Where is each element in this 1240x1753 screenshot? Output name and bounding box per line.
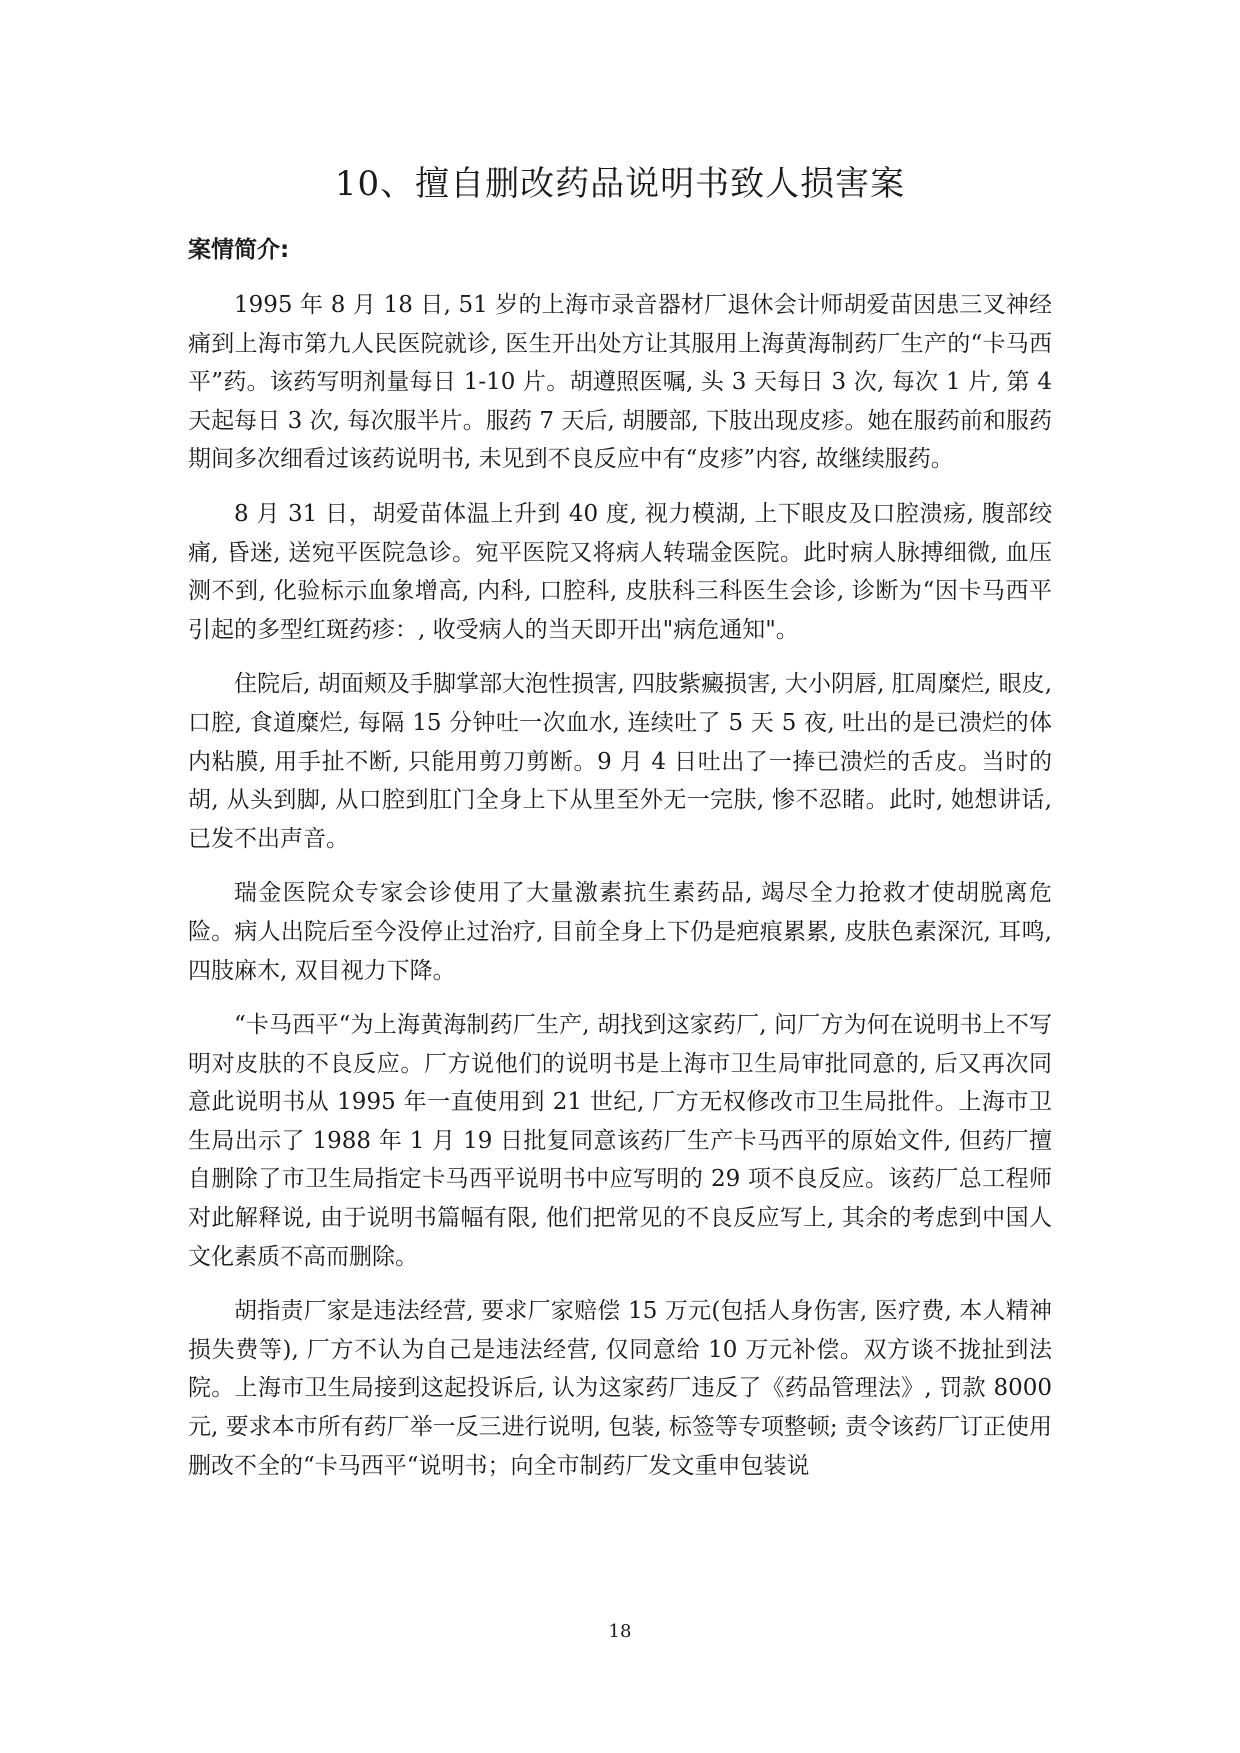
page-number: 18	[608, 1621, 632, 1642]
paragraph: 胡指责厂家是违法经营, 要求厂家赔偿 15 万元(包括人身伤害, 医疗费, 本人精神损失费等), 厂方不认为自己是违法经营, 仅同意给 10 万元补偿。双方谈不拢扯到法院。上海市卫生局接到这起投诉后, 认为这家药厂违反了《药品管理法》, 罚款 8000 元, 要求本市所有药厂举一反三进行说明, 包装, 标签等专项整顿; 责令该药厂订正使用删改不全的“卡马西平“说明书；向全市制药厂发文重申包装说	[188, 1298, 1052, 1479]
paragraph: 住院后, 胡面颊及手脚掌部大泡性损害, 四肢紫癜损害, 大小阴唇, 肛周糜烂, 眼皮, 口腔, 食道糜烂, 每隔 15 分钟吐一次血水, 连续吐了 5 天 5 夜, 吐出的是已溃烂的体内粘膜, 用手扯不断, 只能用剪刀剪断。9 月 4 日吐出了一捧已溃烂的舌皮。当时的胡, 从头到脚, 从口腔到肛门全身上下从里至外无一完肤, 惨不忍睹。此时, 她想讲话, 已发不出声音。	[188, 671, 1052, 852]
section-heading: 案情简介:	[188, 237, 290, 263]
paragraph: 1995 年 8 月 18 日, 51 岁的上海市录音器材厂退休会计师胡爱苗因患三叉神经痛到上海市第九人民医院就诊, 医生开出处方让其服用上海黄海制药厂生产的“卡马西平”药。该药写明剂量每日 1-10 片。胡遵照医嘱, 头 3 天每日 3 次, 每次 1 片, 第 4 天起每日 3 次, 每次服半片。服药 7 天后, 胡腰部, 下肢出现皮疹。她在服药前和服药期间多次细看过该药说明书, 未见到不良反应中有“皮疹”内容, 故继续服药。	[188, 292, 1052, 473]
paragraph: 瑞金医院众专家会诊使用了大量激素抗生素药品, 竭尽全力抢救才使胡脱离危险。病人出院后至今没停止过治疗, 目前全身上下仍是疤痕累累, 皮肤色素深沉, 耳鸣, 四肢麻木, 双目视力下降。	[188, 880, 1052, 984]
body-text	[188, 286, 1052, 1501]
paragraph: “卡马西平“为上海黄海制药厂生产, 胡找到这家药厂, 问厂方为何在说明书上不写明对皮肤的不良反应。厂方说他们的说明书是上海市卫生局审批同意的, 后又再次同意此说明书从 1995 年一直使用到 21 世纪, 厂方无权修改市卫生局批件。上海市卫生局出示了 1988 年 1 月 19 日批复同意该药厂生产卡马西平的原始文件, 但药厂擅自删除了市卫生局指定卡马西平说明书中应写明的 29 项不良反应。该药厂总工程师对此解释说, 由于说明书篇幅有限, 他们把常见的不良反应写上, 其余的考虑到中国人文化素质不高而删除。	[188, 1012, 1052, 1270]
paragraph: 8 月 31 日，胡爱苗体温上升到 40 度, 视力模湖, 上下眼皮及口腔溃疡, 腹部绞痛, 昏迷, 送宛平医院急诊。宛平医院又将病人转瑞金医院。此时病人脉搏细微, 血压测不到, 化验标示血象增高, 内科, 口腔科, 皮肤科三科医生会诊, 诊断为“因卡马西平引起的多型红斑药疹：, 收受病人的当天即开出"病危通知"。	[188, 500, 1052, 643]
page-title: 10、擅自删改药品说明书致人损害案	[334, 164, 906, 204]
